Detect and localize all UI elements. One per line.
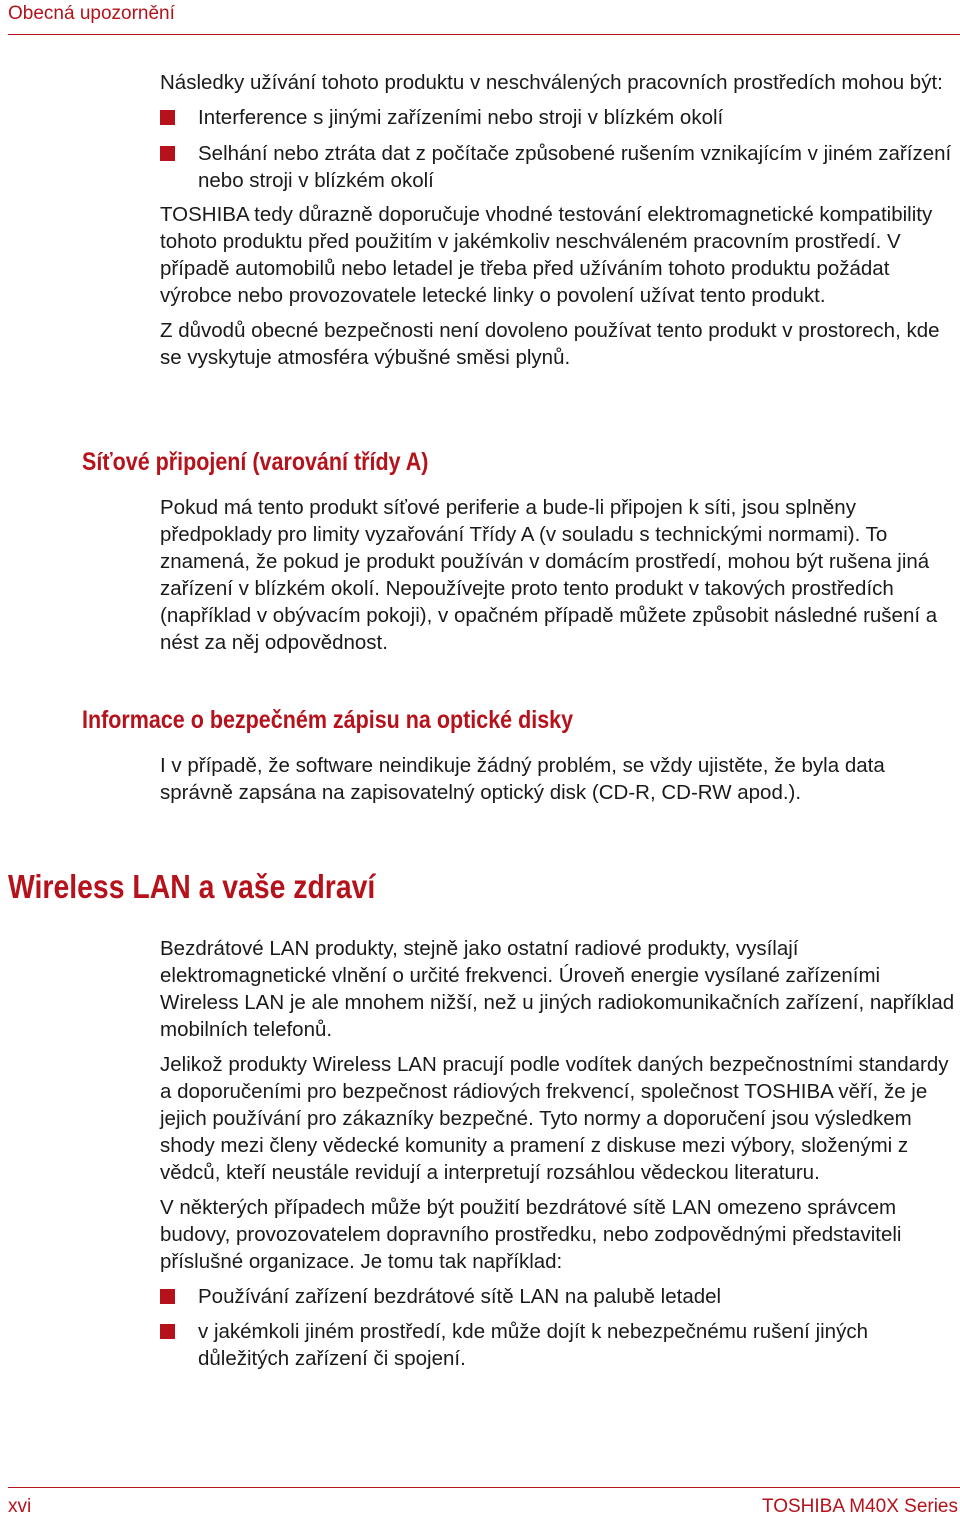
bullet-square-icon: [160, 146, 175, 161]
bullet-square-icon: [160, 1324, 175, 1339]
running-header-title: Obecná upozornění: [8, 3, 175, 24]
intro-bullet-list: [160, 104, 958, 194]
header-rule: [8, 34, 960, 35]
safety-paragraph: Z důvodů obecné bezpečnosti není dovoleno používat tento produkt v prostorech, kde se vyskytuje atmosféra výbušné směsi plynů.: [160, 319, 940, 369]
bullet-square-icon: [160, 1289, 175, 1304]
page-number: xvi: [8, 1496, 32, 1517]
bullet-square-icon: [160, 110, 175, 125]
wlan-paragraph-2: Jelikož produkty Wireless LAN pracují podle vodítek daných bezpečnostními standardy a doporučeními pro bezpečnost rádiových frekvencí, společnost TOSHIBA věří, že je jejich používání pro zákazníky bezpečné. Tyto normy a doporučení jsou výsledkem shody mezi členy vědecké komunity a pramení z diskuse mezi výbory, složenými z vědců, kteří neustále revidují a interpretují rozsáhlou vědeckou literaturu.: [160, 1053, 949, 1184]
optical-heading: Informace o bezpečném zápisu na optické disky: [82, 706, 574, 734]
list-item: [160, 104, 958, 131]
intro-block: [160, 69, 958, 371]
list-item: [160, 1318, 958, 1372]
network-paragraph: Pokud má tento produkt síťové periferie a bude-li připojen k síti, jsou splněny předpoklady pro limity vyzařování Třídy A (v souladu s technickými normami). To znamená, že pokud je produkt používán v domácím prostředí, mohou být rušena jiná zařízení v blízkém okolí. Nepoužívejte proto tento produkt v takových prostředích (například v obývacím pokoji), v opačném případě můžete způsobit následné rušení a nést za něj odpovědnost.: [160, 496, 938, 654]
footer-product-name: TOSHIBA M40X Series: [761, 1496, 958, 1517]
optical-block: [160, 752, 958, 806]
emc-paragraph: TOSHIBA tedy důrazně doporučuje vhodné testování elektromagnetické kompatibility tohoto produktu před použitím v jakémkoliv neschváleném pracovním prostředí. V případě automobilů nebo letadel je třeba před užíváním tohoto produktu požádat výrobce nebo provozovatele letecké linky o povolení užívat tento produkt.: [160, 203, 933, 307]
optical-paragraph: I v případě, že software neindikuje žádný problém, se vždy ujistěte, že byla data správně zapsána na zapisovatelný optický disk (CD-R, CD-RW apod.).: [160, 754, 885, 804]
footer-rule: [8, 1487, 960, 1488]
wlan-paragraph-3: V některých případech může být použití bezdrátové sítě LAN omezeno správcem budovy, provozovatelem dopravního prostředku, nebo zodpovědnými představiteli příslušné organizace. Je tomu tak například:: [160, 1196, 902, 1273]
wlan-heading: Wireless LAN a vaše zdraví: [8, 868, 376, 905]
list-item-text: Interference s jinými zařízeními nebo stroji v blízkém okolí: [198, 106, 724, 129]
wlan-block: [160, 935, 958, 1372]
list-item-text: v jakémkoli jiném prostředí, kde může dojít k nebezpečnému rušení jiných důležitých zařízení či spojení.: [198, 1320, 868, 1370]
wlan-paragraph-1: Bezdrátové LAN produkty, stejně jako ostatní radiové produkty, vysílají elektromagnetické vlnění o určité frekvenci. Úroveň energie vysílané zařízeními Wireless LAN je ale mnohem nižší, než u jiných radiokomunikačních zařízení, například mobilních telefonů.: [160, 937, 955, 1041]
list-item: [160, 140, 958, 194]
list-item: [160, 1283, 958, 1310]
list-item-text: Používání zařízení bezdrátové sítě LAN na palubě letadel: [198, 1285, 722, 1308]
wlan-bullet-list: [160, 1283, 958, 1372]
network-block: [160, 494, 958, 656]
intro-paragraph: Následky užívání tohoto produktu v neschválených pracovních prostředích mohou být:: [160, 71, 943, 94]
network-heading: Síťové připojení (varování třídy A): [82, 448, 429, 476]
list-item-text: Selhání nebo ztráta dat z počítače způsobené rušením vznikajícím v jiném zařízení nebo stroji v blízkém okolí: [198, 142, 952, 192]
